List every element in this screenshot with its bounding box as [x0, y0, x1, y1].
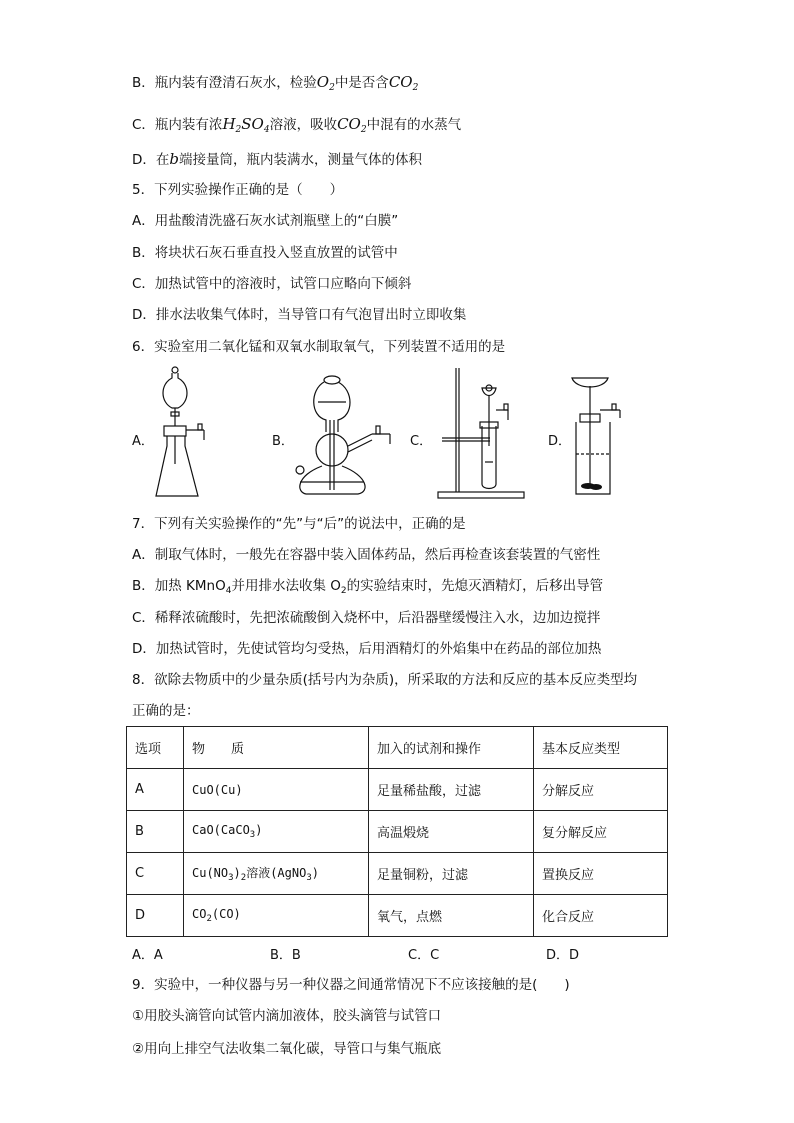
q8-answer-d: D．D	[546, 948, 580, 963]
table-cell: B	[127, 811, 184, 853]
q4-option-c-mid: 溶液，吸收	[269, 117, 338, 133]
q6-apparatus-figure	[126, 362, 666, 504]
formula-co2: $CO_2$	[337, 115, 367, 135]
q5-option-b: B．将块状石灰石垂直投入竖直放置的试管中	[132, 245, 398, 261]
q6-stem: 6．实验室用二氧化锰和双氧水制取氧气，下列装置不适用的是	[132, 339, 506, 355]
q4-option-b-text: B．瓶内装有澄清石灰水，检验	[132, 75, 317, 91]
q4-option-d-pre: D．在	[132, 152, 170, 168]
q8-stem-line2: 正确的是：	[132, 703, 200, 719]
q4-option-b-mid: 中是否含	[334, 75, 389, 91]
formula-h2so4: $H_2SO_4$	[222, 115, 270, 135]
header-cell: 选项	[127, 727, 184, 769]
table-cell: 化合反应	[534, 895, 668, 937]
q8-answer-b: B．B	[270, 948, 301, 963]
q7-option-b-mid: 并用排水法收集 O	[231, 578, 341, 594]
q4-option-c-text: C．瓶内装有浓	[132, 117, 223, 133]
q7-option-b-post: 的实验结束时，先熄灭酒精灯，后移出导管	[346, 578, 604, 594]
q5-option-d: D．排水法收集气体时，当导管口有气泡冒出时立即收集	[132, 307, 467, 323]
table-cell: A	[127, 769, 184, 811]
table-cell: 高温煅烧	[369, 811, 534, 853]
q7-option-a: A．制取气体时，一般先在容器中装入固体药品，然后再检查该套装置的气密性	[132, 547, 601, 563]
variable-b: b	[169, 150, 180, 168]
q5-option-c: C．加热试管中的溶液时，试管口应略向下倾斜	[132, 276, 412, 292]
table-cell: C	[127, 853, 184, 895]
table-row	[127, 769, 668, 811]
q6-label-d: D．	[548, 434, 572, 449]
apparatus-c-iron-stand-test-tube	[432, 366, 532, 502]
header-cell: 基本反应类型	[534, 727, 668, 769]
q4-option-d-post: 端接量筒，瓶内装满水，测量气体的体积	[179, 152, 423, 168]
table-header-row	[127, 727, 668, 769]
q8-answer-c: C．C	[408, 948, 440, 963]
table-cell: D	[127, 895, 184, 937]
q7-option-c: C．稀释浓硫酸时，先把浓硫酸倒入烧杯中，后沿器壁缓慢注入水，边加边搅拌	[132, 610, 601, 626]
table-row	[127, 895, 668, 937]
table-row	[127, 853, 668, 895]
q4-option-c-post: 中混有的水蒸气	[366, 117, 462, 133]
q8-answer-a: A．A	[132, 948, 163, 963]
q6-label-b: B．	[272, 434, 294, 449]
apparatus-d-long-neck-funnel-bottle	[566, 374, 666, 496]
q7-option-d: D．加热试管时，先使试管均匀受热，后用酒精灯的外焰集中在药品的部位加热	[132, 641, 602, 657]
q8-stem-line1: 8．欲除去物质中的少量杂质(括号内为杂质)，所采取的方法和反应的基本反应类型均	[132, 672, 638, 688]
table-cell: CaO(CaCO$_3$)	[184, 811, 369, 853]
q7-stem: 7．下列有关实验操作的“先”与“后”的说法中，正确的是	[132, 516, 466, 532]
table-cell: 氧气，点燃	[369, 895, 534, 937]
header-cell: 物 质	[184, 727, 369, 769]
apparatus-a-separatory-funnel-flask	[150, 362, 230, 504]
q9-stem: 9．实验中，一种仪器与另一种仪器之间通常情况下不应该接触的是( )	[132, 977, 570, 993]
table-cell: 足量铜粉，过滤	[369, 853, 534, 895]
q9-item-2: ②用向上排空气法收集二氧化碳，导管口与集气瓶底	[132, 1041, 442, 1057]
q7-option-b-pre: B．加热 KMnO	[132, 578, 226, 594]
header-cell: 加入的试剂和操作	[369, 727, 534, 769]
q6-label-c: C．	[410, 434, 433, 449]
q6-label-a: A．	[132, 434, 154, 449]
table-cell: 置换反应	[534, 853, 668, 895]
table-cell: 复分解反应	[534, 811, 668, 853]
table-row	[127, 811, 668, 853]
table-cell: $Cu(NO_3)_2$溶液(AgNO$_3$)	[184, 853, 369, 895]
table-cell: 足量稀盐酸，过滤	[369, 769, 534, 811]
q4-option-d	[132, 149, 422, 170]
q9-item-1: ①用胶头滴管向试管内滴加液体，胶头滴管与试管口	[132, 1008, 442, 1024]
table-cell: $CO_2(CO)$	[184, 895, 369, 937]
table-cell: 分解反应	[534, 769, 668, 811]
q7-option-b	[132, 576, 603, 601]
q5-option-a: A．用盐酸清洗盛石灰水试剂瓶壁上的“白膜”	[132, 213, 399, 229]
formula-co2: $CO_2$	[388, 73, 419, 93]
table-cell: CuO(Cu)	[184, 769, 369, 811]
q8-table	[126, 726, 668, 937]
apparatus-b-kipp-generator	[292, 372, 402, 502]
subscript: 4	[225, 586, 232, 596]
formula-o2: $O_2$	[316, 73, 335, 93]
q4-option-c	[132, 114, 461, 140]
subscript: 2	[340, 586, 347, 596]
q5-stem: 5．下列实验操作正确的是（ ）	[132, 182, 344, 198]
q4-option-b	[132, 72, 418, 98]
